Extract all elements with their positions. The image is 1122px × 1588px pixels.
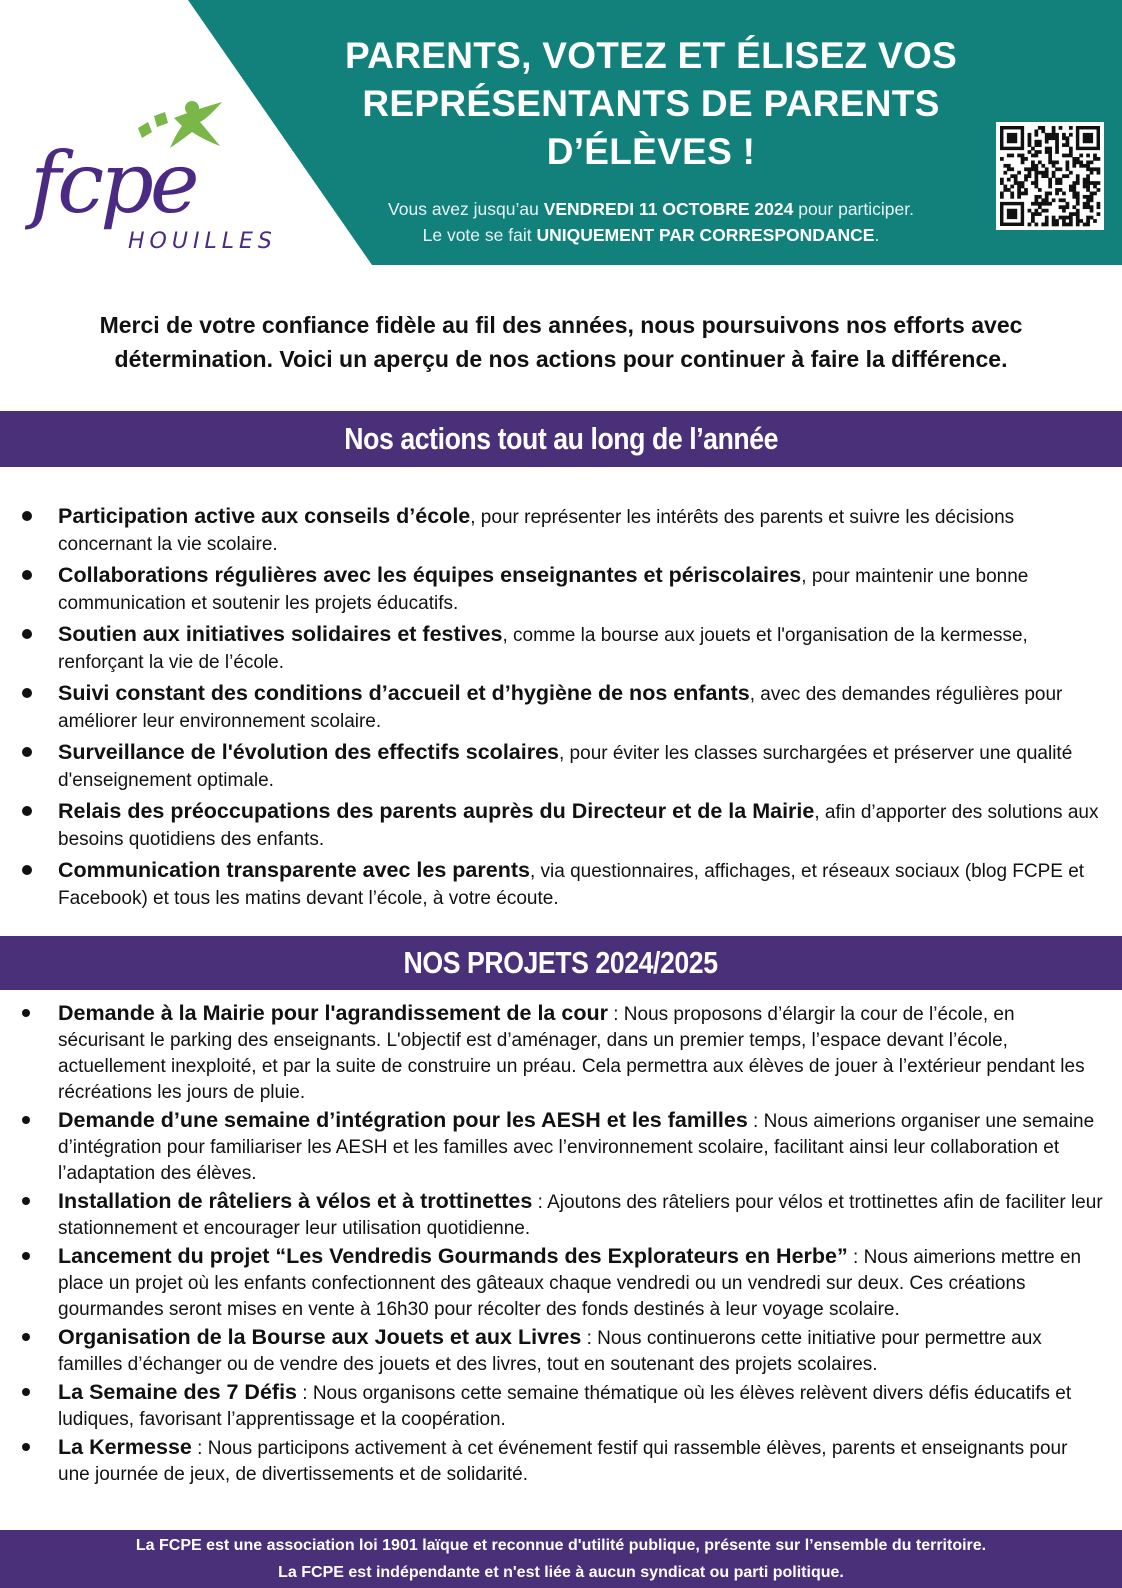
- deadline-line: [318, 196, 984, 222]
- item-text: : Nous aimerions mettre en place un projet où les enfants confectionnent des gâteaux chaque vendredi ou un vendredi sur deux. Ces créations gourmandes seront mises en vente à 16h30 pour récolter des fonds destinés à leur voyage scolaire.: [58, 1247, 1082, 1320]
- footer-line: La FCPE est indépendante et n'est liée à aucun syndicat ou parti politique.: [278, 1564, 844, 1581]
- deadline-prefix: Vous avez jusqu’au: [388, 199, 544, 219]
- item-heading: Demande d’une semaine d’intégration pour les AESH et les familles: [58, 1108, 748, 1132]
- projects-list: [0, 1000, 1122, 1489]
- item-heading: Soutien aux initiatives solidaires et festives: [58, 622, 503, 646]
- bullet-icon: [22, 747, 32, 757]
- item-heading: Surveillance de l'évolution des effectifs scolaires: [58, 740, 559, 764]
- list-item: [0, 798, 1122, 853]
- list-item: [0, 1434, 1122, 1488]
- item-heading: Collaborations régulières avec les équipes enseignantes et périscolaires: [58, 563, 802, 587]
- item-heading: Communication transparente avec les parents: [58, 858, 530, 882]
- item-heading: Relais des préoccupations des parents auprès du Directeur et de la Mairie: [58, 799, 815, 823]
- bullet-icon: [22, 865, 32, 875]
- item-text: , afin d’apporter des solutions aux besoins quotidiens des enfants.: [58, 802, 1099, 850]
- bullet-icon: [22, 1197, 30, 1205]
- title-line: D’ÉLÈVES !: [546, 131, 756, 172]
- item-text: : Nous continuerons cette initiative pour permettre aux familles d’échanger ou de vendre des jouets et des livres, tout en soutenant des projets scolaires.: [58, 1328, 1042, 1375]
- item-text: , avec des demandes régulières pour améliorer leur environnement scolaire.: [58, 684, 1063, 732]
- header-banner: [0, 0, 1122, 265]
- footer-line: La FCPE est une association loi 1901 laïque et reconnue d'utilité publique, présente sur l’ensemble du territoire.: [135, 1537, 987, 1554]
- logo-subtitle: HOUILLES: [128, 229, 277, 254]
- vote-method-line: [318, 222, 984, 248]
- actions-list: [0, 503, 1122, 916]
- title-line: PARENTS, VOTEZ ET ÉLISEZ VOS: [344, 35, 958, 76]
- list-item: [0, 1379, 1122, 1433]
- list-item: [0, 621, 1122, 676]
- list-item: [0, 1107, 1122, 1187]
- item-heading: Organisation de la Bourse aux Jouets et aux Livres: [58, 1325, 582, 1349]
- deadline-suffix: pour participer.: [793, 199, 914, 219]
- list-item: [0, 680, 1122, 735]
- item-text: : Nous aimerions organiser une semaine d’intégration pour familiariser les AESH et les familles avec l’environnement scolaire, facilitant ainsi leur collaboration et l’adaptation des élèves.: [58, 1111, 1095, 1184]
- list-item: [0, 739, 1122, 794]
- item-text: , via questionnaires, affichages, et réseaux sociaux (blog FCPE et Facebook) et tous les matins devant l’école, à votre écoute.: [58, 861, 1085, 909]
- list-item: [0, 1000, 1122, 1106]
- list-item: [0, 503, 1122, 558]
- intro-line: détermination. Voici un aperçu de nos actions pour continuer à faire la différence.: [114, 346, 1008, 372]
- intro-text: [40, 308, 1082, 376]
- projects-section-header: [0, 936, 1122, 990]
- footer-banner: [0, 1530, 1122, 1588]
- item-heading: Demande à la Mairie pour l'agrandissement de la cour: [58, 1001, 608, 1025]
- list-item: [0, 1188, 1122, 1242]
- deadline-date: VENDREDI 11 OCTOBRE 2024: [543, 199, 794, 219]
- qr-code-icon[interactable]: [996, 122, 1104, 230]
- list-item: [0, 857, 1122, 912]
- item-text: , pour maintenir une bonne communication et soutenir les projets éducatifs.: [58, 566, 1029, 614]
- item-text: , comme la bourse aux jouets et l'organisation de la kermesse, renforçant la vie de l’école.: [58, 625, 1028, 673]
- item-text: : Nous proposons d’élargir la cour de l’école, en sécurisant le parking des enseignants. L'objectif est d’aménager, dans un premier temps, l’espace devant l’école, actuellement inexploité, et par la suite de construire un préau. Cela permettra aux élèves de jouer à l’extérieur pendant les récréations les jours de pluie.: [58, 1004, 1085, 1103]
- item-heading: La Kermesse: [58, 1435, 192, 1459]
- item-heading: Participation active aux conseils d’école: [58, 504, 471, 528]
- item-text: , pour éviter les classes surchargées et préserver une qualité d'enseignement optimale.: [58, 743, 1073, 791]
- item-text: , pour représenter les intérêts des parents et suivre les décisions concernant la vie scolaire.: [58, 507, 1015, 555]
- item-text: : Nous organisons cette semaine thématique où les élèves relèvent divers défis éducatifs et ludiques, favorisant l’apprentissage et la coopération.: [58, 1383, 1072, 1430]
- bullet-icon: [22, 1252, 30, 1260]
- bullet-icon: [22, 511, 32, 521]
- list-item: [0, 1324, 1122, 1378]
- bullet-icon: [22, 1443, 30, 1451]
- list-item: [0, 1243, 1122, 1323]
- vote-method: UNIQUEMENT PAR CORRESPONDANCE: [536, 225, 875, 245]
- bullet-icon: [22, 570, 32, 580]
- bullet-icon: [22, 688, 32, 698]
- bullet-icon: [22, 1009, 30, 1017]
- vote-info: [318, 196, 984, 248]
- item-text: : Ajoutons des râteliers pour vélos et trottinettes afin de faciliter leur stationnement et encourager leur utilisation quotidienne.: [58, 1192, 1103, 1239]
- vote-method-prefix: Le vote se fait: [422, 225, 537, 245]
- projects-section-title: NOS PROJETS 2024/2025: [403, 945, 719, 980]
- item-heading: La Semaine des 7 Défis: [58, 1380, 297, 1404]
- logo-wordmark: fcpe: [30, 134, 196, 232]
- bullet-icon: [22, 1388, 30, 1396]
- item-heading: Lancement du projet “Les Vendredis Gourmands des Explorateurs en Herbe”: [58, 1244, 848, 1268]
- actions-section-header: [0, 411, 1122, 467]
- bullet-icon: [22, 629, 32, 639]
- item-heading: Installation de râteliers à vélos et à trottinettes: [58, 1189, 533, 1213]
- item-heading: Suivi constant des conditions d’accueil et d’hygiène de nos enfants: [58, 681, 750, 705]
- item-text: : Nous participons activement à cet événement festif qui rassemble élèves, parents et enseignants pour une journée de jeux, de divertissements et de solidarité.: [58, 1438, 1068, 1485]
- intro-line: Merci de votre confiance fidèle au fil des années, nous poursuivons nos efforts avec: [99, 312, 1023, 338]
- bullet-icon: [22, 1116, 30, 1124]
- list-item: [0, 562, 1122, 617]
- bullet-icon: [22, 1333, 30, 1341]
- fcpe-logo: [22, 88, 322, 258]
- vote-method-suffix: .: [874, 225, 880, 245]
- title-line: REPRÉSENTANTS DE PARENTS: [362, 83, 940, 124]
- page-title: [318, 32, 984, 176]
- bullet-icon: [22, 806, 32, 816]
- actions-section-title: Nos actions tout au long de l’année: [344, 421, 778, 456]
